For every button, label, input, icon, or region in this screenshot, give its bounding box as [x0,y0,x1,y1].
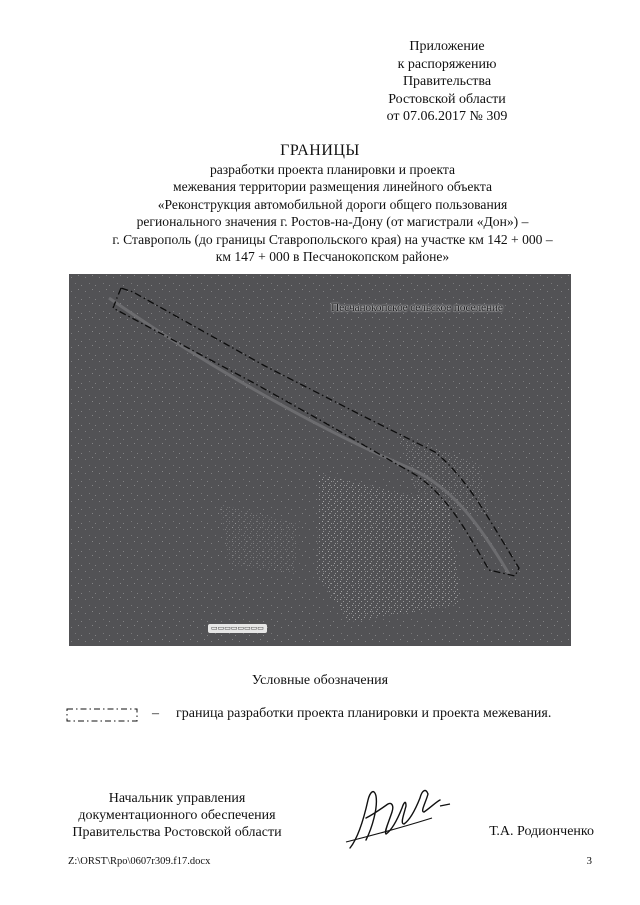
map-drawing [69,274,571,646]
legend-title: Условные обозначения [251,673,389,688]
signer-name: Т.А. Родионченко [489,824,594,839]
document-title: ГРАНИЦЫ [280,142,360,159]
subtitle-line: «Реконструкция автомобильной дороги общего пользования [157,196,508,212]
subtitle-line: разработки проекта планировки и проекта [209,162,456,177]
subtitle-line: регионального значения г. Ростов-на-Дону (от магистрали «Дон») – [136,214,529,230]
appendix-line: к распоряжению [397,56,497,72]
document-subtitle [60,161,605,265]
appendix-line: Ростовской области [388,91,506,107]
appendix-line: Приложение [409,39,485,54]
subtitle-line: г. Ставрополь (до границы Ставропольского края) на участке км 142 + 000 – [112,231,553,247]
settlement-label: Песчанокопское сельское поселение [331,302,503,314]
legend-description: граница разработки проекта планировки и проекта межевания. [176,706,552,721]
legend-dash: – [152,706,159,721]
footer-file-path: Z:\ORST\Rpo\0607r309.f17.docx [68,856,211,867]
signer-position-line: Правительства Ростовской области [72,825,282,840]
subtitle-line: км 147 + 000 в Песчанокопском районе» [215,249,450,265]
appendix-line: от 07.06.2017 № 309 [386,109,508,124]
appendix-header [332,38,562,126]
signer-position-line: документационного обеспечения [78,808,276,823]
boundary-legend-icon [66,707,138,723]
map-badge: ▭▭▭▭▭▭▭▭ [208,624,267,633]
appendix-line: Правительства [402,74,492,89]
page-number: 3 [586,855,592,867]
handwritten-signature [340,778,460,858]
legend-item [66,706,586,726]
signer-position [62,790,292,841]
map-image [69,274,571,646]
signer-position-line: Начальник управления [108,791,246,806]
subtitle-line: межевания территории размещения линейного объекта [173,179,492,195]
